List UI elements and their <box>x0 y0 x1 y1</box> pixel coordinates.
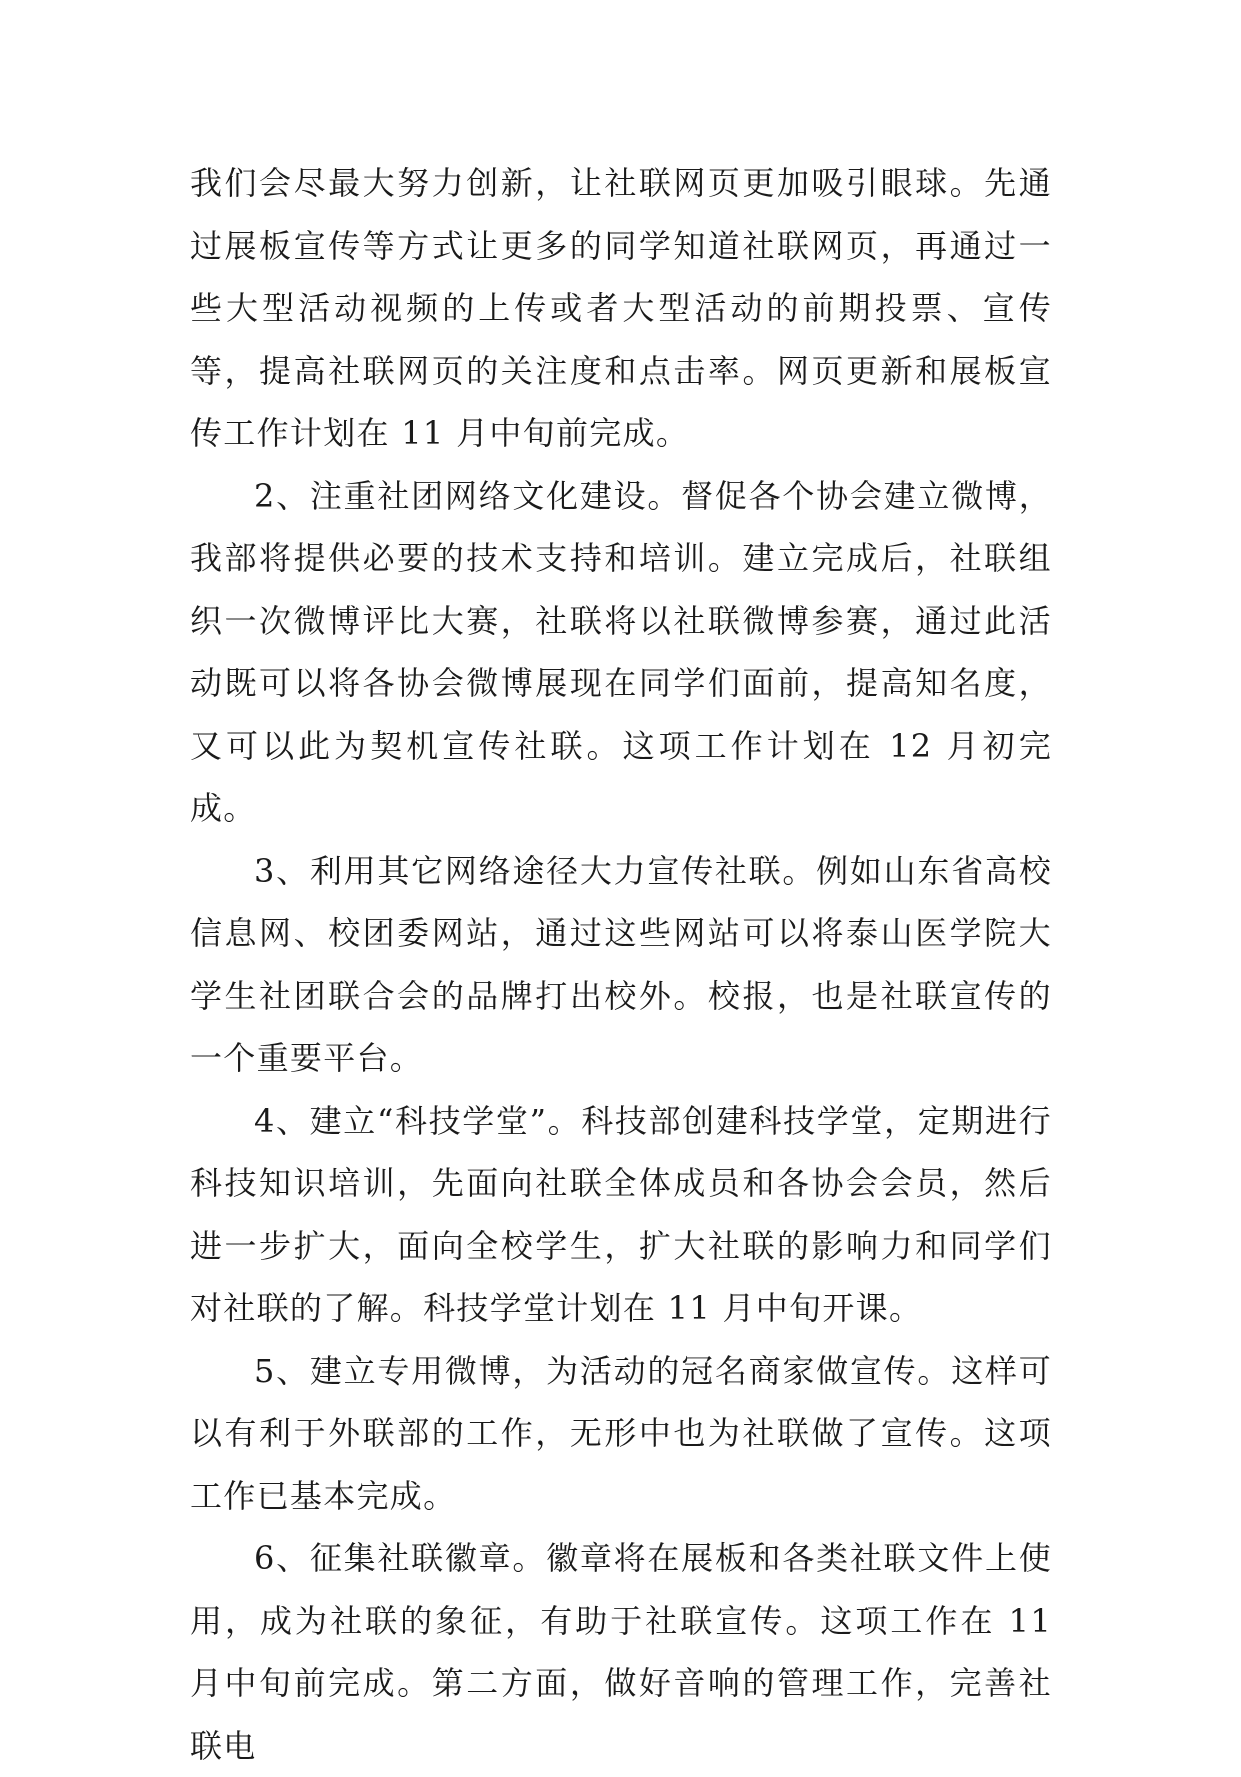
document-body <box>190 152 1052 1777</box>
paragraph-item-6: 6、征集社联徽章。徽章将在展板和各类社联文件上使用，成为社联的象征，有助于社联宣传。这项工作在 11 月中旬前完成。第二方面，做好音响的管理工作，完善社联电 <box>190 1539 1052 1765</box>
paragraph-item-4: 4、建立“科技学堂”。科技部创建科技学堂，定期进行科技知识培训，先面向社联全体成员和各协会会员，然后进一步扩大，面向全校学生，扩大社联的影响力和同学们对社联的了解。科技学堂计划在 11 月中旬开课。 <box>190 1101 1052 1327</box>
paragraph-continuation: 我们会尽最大努力创新，让社联网页更加吸引眼球。先通过展板宣传等方式让更多的同学知道社联网页，再通过一些大型活动视频的上传或者大型活动的前期投票、宣传等，提高社联网页的关注度和点击率。网页更新和展板宣传工作计划在 11 月中旬前完成。 <box>190 164 1052 452</box>
paragraph-item-2: 2、注重社团网络文化建设。督促各个协会建立微博，我部将提供必要的技术支持和培训。建立完成后，社联组织一次微博评比大赛，社联将以社联微博参赛，通过此活动既可以将各协会微博展现在同学们面前，提高知名度，又可以此为契机宣传社联。这项工作计划在 12 月初完成。 <box>190 476 1052 827</box>
paragraph-item-5: 5、建立专用微博，为活动的冠名商家做宣传。这样可以有利于外联部的工作，无形中也为社联做了宣传。这项工作已基本完成。 <box>190 1351 1052 1515</box>
paragraph-item-3: 3、利用其它网络途径大力宣传社联。例如山东省高校信息网、校团委网站，通过这些网站可以将泰山医学院大学生社团联合会的品牌打出校外。校报，也是社联宣传的一个重要平台。 <box>190 851 1052 1077</box>
